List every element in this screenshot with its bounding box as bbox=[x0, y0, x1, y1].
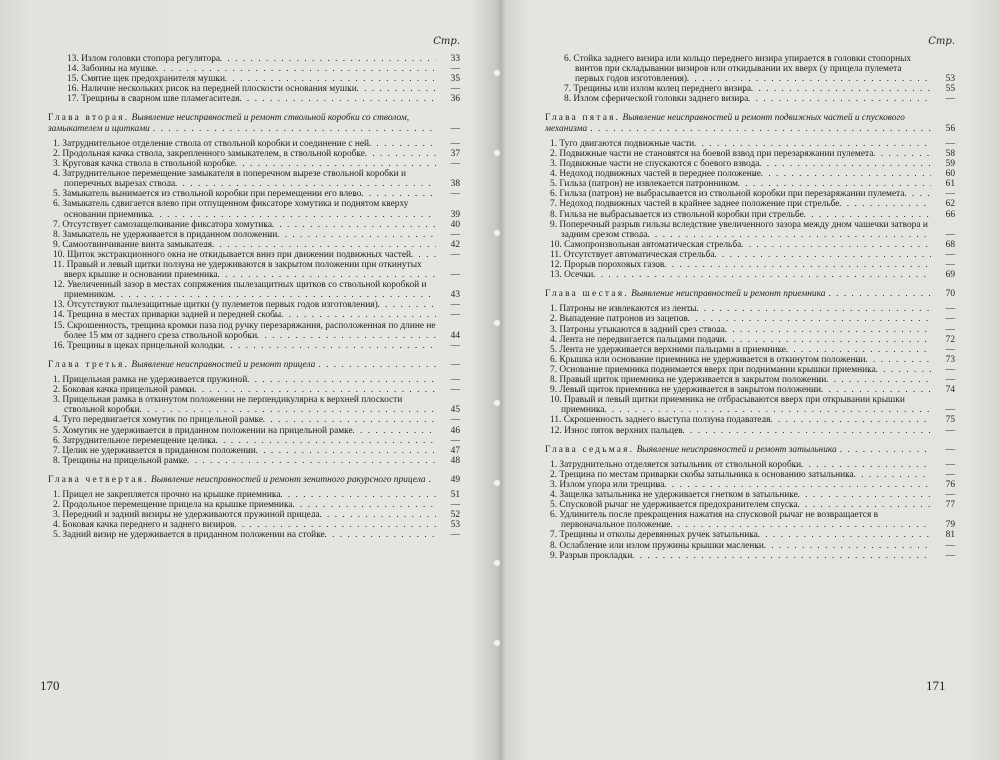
toc-entry-page: — bbox=[450, 310, 460, 321]
toc-entry-text: 8. Излом сферической головки заднего визира . . . bbox=[545, 94, 931, 104]
toc-entry bbox=[545, 149, 955, 159]
toc-entry bbox=[545, 139, 955, 149]
toc-entry-text: 2. Продольная качка ствола, закрепленного замыкателем, в ствольной коробке . . . bbox=[48, 149, 436, 159]
toc-entry-page: 72 bbox=[945, 334, 955, 345]
toc-entry-text: 15. Смятие щек предохранителя мушки . . . bbox=[48, 74, 436, 84]
toc-entry-page: 73 bbox=[945, 354, 955, 365]
toc-entry-page: 55 bbox=[945, 84, 955, 95]
toc-entry-page: — bbox=[945, 405, 955, 416]
toc-entry-page: — bbox=[945, 138, 955, 149]
binding-hole bbox=[494, 150, 500, 156]
toc-entry-text: 1. Затруднительно отделяется затыльник от ствольной коробки . . . bbox=[545, 460, 931, 470]
toc-entry-text: 3. Прицельная рамка в откинутом положении не перпендикулярна к верхней плоскости ствольной коробки . . . bbox=[48, 395, 436, 415]
toc-entry bbox=[545, 415, 955, 425]
toc-entry bbox=[545, 395, 955, 415]
toc-entry-text: 13. Излом головки стопора регулятора . . . bbox=[48, 54, 436, 64]
toc-entry bbox=[48, 321, 460, 341]
chapter-heading bbox=[545, 289, 955, 299]
toc-entry bbox=[48, 490, 460, 500]
toc-entry-page: 59 bbox=[945, 159, 955, 170]
toc-entry-text: 13. Отсутствуют пылезащитные щитки (у пулеметов первых годов изготовления) . . . bbox=[48, 300, 436, 310]
toc-entry-text: 7. Недоход подвижных частей в крайнее заднее положение при стрельбе . . . bbox=[545, 199, 931, 209]
toc-entry bbox=[48, 74, 460, 84]
toc-entry bbox=[48, 385, 460, 395]
toc-entry-page: 52 bbox=[450, 510, 460, 521]
toc-entry-page: 36 bbox=[450, 94, 460, 105]
toc-entry-page: 69 bbox=[945, 270, 955, 281]
chapter-page-number: 70 bbox=[945, 289, 955, 300]
toc-entry-text: 13. Осечки . . . bbox=[545, 270, 931, 280]
table-of-contents-right bbox=[545, 54, 955, 561]
toc-entry-page: 40 bbox=[450, 219, 460, 230]
toc-entry bbox=[545, 541, 955, 551]
toc-entry bbox=[48, 446, 460, 456]
binding-hole bbox=[494, 560, 500, 566]
toc-entry-text: 3. Патроны утыкаются в задний срез ствола . . . bbox=[545, 325, 931, 335]
toc-entry bbox=[545, 480, 955, 490]
page-number-left: 170 bbox=[40, 678, 60, 693]
toc-entry bbox=[545, 426, 955, 436]
toc-entry-text: 7. Целик не удерживается в приданном положении . . . bbox=[48, 446, 436, 456]
toc-entry bbox=[545, 250, 955, 260]
chapter-number: Глава вторая. bbox=[48, 113, 130, 124]
toc-entry bbox=[545, 385, 955, 395]
toc-entry-page: — bbox=[450, 229, 460, 240]
toc-entry bbox=[48, 94, 460, 104]
chapter-number: Глава пятая. bbox=[545, 113, 621, 124]
toc-entry-page: — bbox=[945, 229, 955, 240]
toc-entry-text: 8. Гильза не выбрасывается из ствольной коробки при стрельбе . . . bbox=[545, 210, 931, 220]
toc-entry bbox=[48, 520, 460, 530]
toc-entry-page: — bbox=[450, 189, 460, 200]
chapter-heading bbox=[48, 475, 460, 485]
toc-entry-text: 4. Защелка затыльника не удерживается гнетком в затыльнике . . . bbox=[545, 490, 931, 500]
toc-entry-page: — bbox=[450, 64, 460, 75]
chapter-page-number: 49 bbox=[450, 474, 460, 485]
toc-entry bbox=[545, 355, 955, 365]
chapter-title: Выявление неисправностей и ремонт прицела bbox=[131, 359, 316, 370]
binding-hole bbox=[494, 70, 500, 76]
toc-entry-page: 46 bbox=[450, 425, 460, 436]
chapter-page-number: — bbox=[450, 123, 460, 134]
toc-entry-page: — bbox=[945, 94, 955, 105]
chapter-title: Выявление неисправностей и ремонт подвижных частей и спускового механизма bbox=[545, 113, 905, 134]
chapter-number: Глава четвертая. bbox=[48, 474, 149, 485]
toc-entry-page: 58 bbox=[945, 148, 955, 159]
toc-entry-page: — bbox=[945, 469, 955, 480]
toc-entry-text: 16. Наличие нескольких рисок на передней плоскости основания мушки . . . bbox=[48, 84, 436, 94]
chapter-page-number: 56 bbox=[945, 123, 955, 134]
toc-entry-text: 6. Крышка или основание приемника не удерживается в откинутом положении . . . bbox=[545, 355, 931, 365]
toc-entry-text: 2. Подвижные части не становятся на боевой взвод при перезаряжании пулемета . . . bbox=[545, 149, 931, 159]
toc-entry-page: — bbox=[945, 540, 955, 551]
toc-entry-page: — bbox=[945, 425, 955, 436]
toc-entry-page: — bbox=[450, 270, 460, 281]
toc-entry-text: 7. Отсутствует самозащелкивание фиксатора хомутика . . . bbox=[48, 220, 436, 230]
toc-entry-page: — bbox=[450, 159, 460, 170]
toc-entry-text: 4. Лента не передвигается пальцами подачи . . . bbox=[545, 335, 931, 345]
toc-entry-text: 2. Продольное перемещение прицела на крышке приемника . . . bbox=[48, 500, 436, 510]
chapter-title: Выявление неисправностей и ремонт ствольной коробки со стволом, замыкателем и щитками bbox=[48, 113, 410, 134]
toc-entry bbox=[48, 250, 460, 260]
toc-entry-text: 16. Трещины в щеках прицельной колодки . . . bbox=[48, 341, 436, 351]
toc-entry-text: 6. Стойка заднего визира или кольцо переднего визира упирается в головки стопорных винтов при складывании визиров или откидывании их вверх (у прицела пулемета первых годов изготовления) . . . bbox=[545, 54, 931, 84]
toc-entry-text: 12. Прорыв пороховых газов . . . bbox=[545, 260, 931, 270]
chapter-number: Глава шестая. bbox=[545, 289, 629, 300]
toc-entry-text: 2. Боковая качка прицельной рамки . . . bbox=[48, 385, 436, 395]
toc-entry-page: 42 bbox=[450, 239, 460, 250]
toc-entry-page: 37 bbox=[450, 148, 460, 159]
toc-entry bbox=[48, 139, 460, 149]
toc-entry-text: 12. Увеличенный зазор в местах сопряжения пылезащитных щитков со ствольной коробкой и приемником . . . bbox=[48, 280, 436, 300]
toc-entry-text: 8. Правый щиток приемника не удерживается в закрытом положении . . . bbox=[545, 375, 931, 385]
toc-entry-text: 4. Недоход подвижных частей в переднее положение . . . bbox=[545, 169, 931, 179]
chapter-page-number: — bbox=[450, 359, 460, 370]
toc-entry-text: 3. Подвижные части не спускаются с боевого взвода . . . bbox=[545, 159, 931, 169]
toc-entry-text: 10. Щиток экстракционного окна не откидывается вниз при движении подвижных частей . . . bbox=[48, 250, 436, 260]
toc-entry-text: 5. Замыкатель вынимается из ствольной коробки при перемещении его влево . . . bbox=[48, 189, 436, 199]
toc-entry bbox=[48, 159, 460, 169]
toc-entry-text: 14. Трещина в местах приварки задней и передней скобы . . . bbox=[48, 310, 436, 320]
toc-entry bbox=[545, 210, 955, 220]
toc-entry-text: 4. Боковая качка переднего и заднего визиров . . . bbox=[48, 520, 436, 530]
toc-entry-page: 53 bbox=[945, 74, 955, 85]
toc-entry-text: 2. Трещина по местам приварки скобы затыльника к основанию затыльника . . . bbox=[545, 470, 931, 480]
toc-entry bbox=[48, 260, 460, 280]
toc-entry-page: 79 bbox=[945, 520, 955, 531]
toc-entry-page: 44 bbox=[450, 330, 460, 341]
toc-entry-page: 33 bbox=[450, 54, 460, 64]
toc-entry-text: 9. Разрыв прокладки . . . bbox=[545, 551, 931, 561]
toc-entry-page: 35 bbox=[450, 74, 460, 85]
toc-entry-page: — bbox=[945, 324, 955, 335]
toc-entry-page: — bbox=[450, 375, 460, 386]
toc-entry-text: 7. Трещины или излом колец переднего визира . . . bbox=[545, 84, 931, 94]
toc-entry-text: 5. Задний визир не удерживается в приданном положении на стойке . . . bbox=[48, 530, 436, 540]
toc-entry-page: 38 bbox=[450, 179, 460, 190]
toc-entry-page: — bbox=[450, 138, 460, 149]
toc-entry-text: 6. Удлинитель после прекращения нажатия на спусковой рычаг не возвращается в первоначальное положение . . . bbox=[545, 510, 931, 530]
toc-entry-page: 60 bbox=[945, 169, 955, 180]
toc-entry-page: 53 bbox=[450, 520, 460, 531]
toc-entry-page: 45 bbox=[450, 405, 460, 416]
toc-entry-page: 43 bbox=[450, 290, 460, 301]
toc-entry-page: — bbox=[450, 340, 460, 351]
toc-entry-text: 7. Трещины и отколы деревянных ручек затыльника . . . bbox=[545, 530, 931, 540]
toc-entry-text: 5. Хомутик не удерживается в приданном положении на прицельной рамке . . . bbox=[48, 426, 436, 436]
toc-entry-text: 6. Затруднительное перемещение целика . . . bbox=[48, 436, 436, 446]
binding-hole bbox=[494, 640, 500, 646]
toc-entry bbox=[48, 395, 460, 415]
toc-entry-text: 7. Основание приемника поднимается вверх при поднимании крышки приемника . . . bbox=[545, 365, 931, 375]
page-column-header: Стр. bbox=[433, 36, 460, 47]
toc-entry bbox=[48, 456, 460, 466]
toc-entry-page: 68 bbox=[945, 239, 955, 250]
toc-entry bbox=[545, 270, 955, 280]
toc-entry-page: 74 bbox=[945, 385, 955, 396]
toc-entry-page: 66 bbox=[945, 209, 955, 220]
toc-entry bbox=[48, 280, 460, 300]
toc-entry bbox=[545, 159, 955, 169]
left-page bbox=[48, 36, 460, 541]
toc-entry-page: 81 bbox=[945, 530, 955, 541]
toc-entry bbox=[48, 300, 460, 310]
toc-entry bbox=[545, 220, 955, 240]
toc-entry-page: 61 bbox=[945, 179, 955, 190]
toc-entry-page: 39 bbox=[450, 209, 460, 220]
toc-entry-text: 14. Забоины на мушке . . . bbox=[48, 64, 436, 74]
toc-entry bbox=[48, 240, 460, 250]
chapter-title: Выявление неисправностей и ремонт приемника bbox=[631, 289, 826, 300]
toc-entry bbox=[545, 169, 955, 179]
toc-entry bbox=[48, 436, 460, 446]
toc-entry bbox=[545, 365, 955, 375]
toc-entry-text: 3. Излом упора или трещина . . . bbox=[545, 480, 931, 490]
toc-entry-page: 76 bbox=[945, 480, 955, 490]
toc-entry-page: — bbox=[450, 84, 460, 95]
toc-entry-text: 3. Круговая качка ствола в ствольной коробке . . . bbox=[48, 159, 436, 169]
toc-entry-text: 6. Замыкатель сдвигается влево при отпущенном фиксаторе хомутика и поднятом кверху основании приемника . . . bbox=[48, 199, 436, 219]
toc-entry-page: 48 bbox=[450, 455, 460, 466]
toc-entry-text: 6. Гильза (патрон) не выбрасывается из ствольной коробки при перезаряжании пулемета . . . bbox=[545, 189, 931, 199]
toc-entry-page: 51 bbox=[450, 490, 460, 501]
toc-entry-text: 5. Лента не удерживается верхними пальцами в приемнике . . . bbox=[545, 345, 931, 355]
toc-entry-page: — bbox=[945, 344, 955, 355]
toc-entry-text: 5. Спусковой рычаг не удерживается предохранителем спуска . . . bbox=[545, 500, 931, 510]
toc-entry bbox=[48, 64, 460, 74]
toc-entry-page: — bbox=[450, 500, 460, 511]
binding-hole bbox=[494, 400, 500, 406]
toc-entry bbox=[545, 325, 955, 335]
toc-entry bbox=[545, 460, 955, 470]
toc-entry-text: 4. Туго передвигается хомутик по прицельной рамке . . . bbox=[48, 415, 436, 425]
toc-entry-text: 9. Левый щиток приемника не удерживается в закрытом положении . . . bbox=[545, 385, 931, 395]
toc-entry-text: 9. Поперечный разрыв гильзы вследствие увеличенного зазора между дном чашечки затвора и задним срезом ствола . . . bbox=[545, 220, 931, 240]
toc-entry-text: 1. Прицел не закрепляется прочно на крышке приемника . . . bbox=[48, 490, 436, 500]
toc-entry-page: — bbox=[450, 385, 460, 396]
toc-entry-text: 11. Правый и левый щитки ползуна не удерживаются в закрытом положении при откинутых вверх крышке и основании приемника . . . bbox=[48, 260, 436, 280]
toc-entry bbox=[545, 335, 955, 345]
toc-entry bbox=[48, 530, 460, 540]
toc-entry-text: 11. Отсутствует автоматическая стрельба . . . bbox=[545, 250, 931, 260]
toc-entry bbox=[48, 375, 460, 385]
toc-entry-text: 8. Замыкатель не удерживается в приданном положении . . . bbox=[48, 230, 436, 240]
toc-entry bbox=[545, 551, 955, 561]
right-page bbox=[545, 36, 955, 561]
toc-entry-text: 2. Выпадение патронов из зацепов . . . bbox=[545, 314, 931, 324]
toc-entry bbox=[48, 199, 460, 219]
toc-entry-page: — bbox=[945, 260, 955, 270]
toc-entry-page: — bbox=[945, 304, 955, 315]
toc-entry bbox=[48, 426, 460, 436]
binding-hole bbox=[494, 480, 500, 486]
toc-entry bbox=[545, 510, 955, 530]
binding-hole bbox=[494, 320, 500, 326]
toc-entry-text: 3. Передний и задний визиры не удерживаются пружиной прицела . . . bbox=[48, 510, 436, 520]
toc-entry-page: 75 bbox=[945, 415, 955, 426]
book-gutter bbox=[496, 0, 506, 760]
toc-entry-text: 10. Самопроизвольная автоматическая стрельба . . . bbox=[545, 240, 931, 250]
toc-entry bbox=[48, 149, 460, 159]
toc-entry bbox=[545, 304, 955, 314]
toc-entry bbox=[48, 510, 460, 520]
chapter-heading bbox=[48, 113, 460, 133]
chapter-title: Выявление неисправностей и ремонт зенитного ракурсного прицела bbox=[151, 474, 426, 485]
toc-entry-page: — bbox=[450, 415, 460, 426]
toc-entry bbox=[545, 260, 955, 270]
toc-entry-text: 15. Скрошенность, трещина кромки паза под ручку перезаряжания, расположенная по длине не более 15 мм от заднего среза ствольной коробки . . . bbox=[48, 321, 436, 341]
toc-entry-text: 1. Туго двигаются подвижные части . . . bbox=[545, 139, 931, 149]
toc-entry-page: — bbox=[945, 249, 955, 260]
page-column-header: Стр. bbox=[928, 36, 955, 47]
toc-entry bbox=[48, 169, 460, 189]
toc-entry-page: — bbox=[450, 530, 460, 541]
toc-entry-page: — bbox=[945, 550, 955, 561]
chapter-number: Глава третья. bbox=[48, 359, 130, 370]
binding-hole bbox=[494, 230, 500, 236]
toc-entry bbox=[545, 240, 955, 250]
toc-entry-text: 5. Гильза (патрон) не извлекается патронником . . . bbox=[545, 179, 931, 189]
toc-entry bbox=[48, 54, 460, 64]
chapter-heading bbox=[545, 113, 955, 133]
toc-entry bbox=[48, 230, 460, 240]
toc-entry-page: — bbox=[945, 459, 955, 470]
toc-entry-page: 47 bbox=[450, 445, 460, 456]
toc-entry-page: — bbox=[450, 435, 460, 446]
toc-entry bbox=[48, 415, 460, 425]
toc-entry-page: — bbox=[450, 249, 460, 260]
toc-entry-text: 9. Самоотвинчивание винта замыкателя . . . bbox=[48, 240, 436, 250]
toc-entry bbox=[545, 500, 955, 510]
toc-entry-page: — bbox=[945, 375, 955, 386]
toc-entry-text: 8. Трещины на прицельной рамке . . . bbox=[48, 456, 436, 466]
toc-entry-page: — bbox=[945, 314, 955, 325]
toc-entry bbox=[545, 84, 955, 94]
table-of-contents-left bbox=[48, 54, 460, 541]
toc-entry-text: 1. Патроны не извлекаются из ленты . . . bbox=[545, 304, 931, 314]
toc-entry bbox=[48, 84, 460, 94]
toc-entry-text: 12. Износ пяток верхних пальцев . . . bbox=[545, 426, 931, 436]
toc-entry bbox=[48, 341, 460, 351]
toc-entry-text: 1. Затруднительное отделение ствола от ствольной коробки и соединение с ней . . . bbox=[48, 139, 436, 149]
toc-entry bbox=[545, 314, 955, 324]
chapter-heading bbox=[48, 360, 460, 370]
toc-entry-text: 10. Правый и левый щитки приемника не отбрасываются вверх при открывании крышки приемника . . . bbox=[545, 395, 931, 415]
toc-entry bbox=[48, 189, 460, 199]
toc-entry bbox=[545, 375, 955, 385]
toc-entry bbox=[545, 189, 955, 199]
toc-entry-text: 1. Прицельная рамка не удерживается пружиной . . . bbox=[48, 375, 436, 385]
toc-entry-page: — bbox=[450, 300, 460, 311]
toc-entry bbox=[545, 530, 955, 540]
toc-entry-text: 11. Скрошенность заднего выступа ползуна подавателя . . . bbox=[545, 415, 931, 425]
chapter-number: Глава седьмая. bbox=[545, 444, 635, 455]
toc-entry-page: — bbox=[945, 364, 955, 375]
chapter-heading bbox=[545, 445, 955, 455]
toc-entry bbox=[545, 345, 955, 355]
toc-entry bbox=[545, 490, 955, 500]
toc-entry bbox=[48, 310, 460, 320]
toc-entry bbox=[48, 220, 460, 230]
toc-entry-page: — bbox=[945, 189, 955, 200]
toc-entry-page: — bbox=[945, 490, 955, 501]
toc-entry bbox=[545, 179, 955, 189]
toc-entry bbox=[545, 470, 955, 480]
toc-entry-text: 8. Ослабление или излом пружины крышки масленки . . . bbox=[545, 541, 931, 551]
chapter-page-number: — bbox=[945, 444, 955, 455]
toc-entry bbox=[545, 94, 955, 104]
chapter-title: Выявление неисправностей и ремонт затыльника bbox=[636, 444, 837, 455]
toc-entry-text: 4. Затруднительное перемещение замыкателя в поперечном вырезе ствольной коробки и поперечных вырезах ствола . . . bbox=[48, 169, 436, 189]
toc-entry-text: 17. Трещины в сварном шве пламегасителя . . . bbox=[48, 94, 436, 104]
toc-entry bbox=[48, 500, 460, 510]
toc-entry-page: 77 bbox=[945, 500, 955, 511]
page-number-right: 171 bbox=[926, 678, 946, 693]
toc-entry-page: 62 bbox=[945, 199, 955, 210]
toc-entry bbox=[545, 54, 955, 84]
toc-entry bbox=[545, 199, 955, 209]
